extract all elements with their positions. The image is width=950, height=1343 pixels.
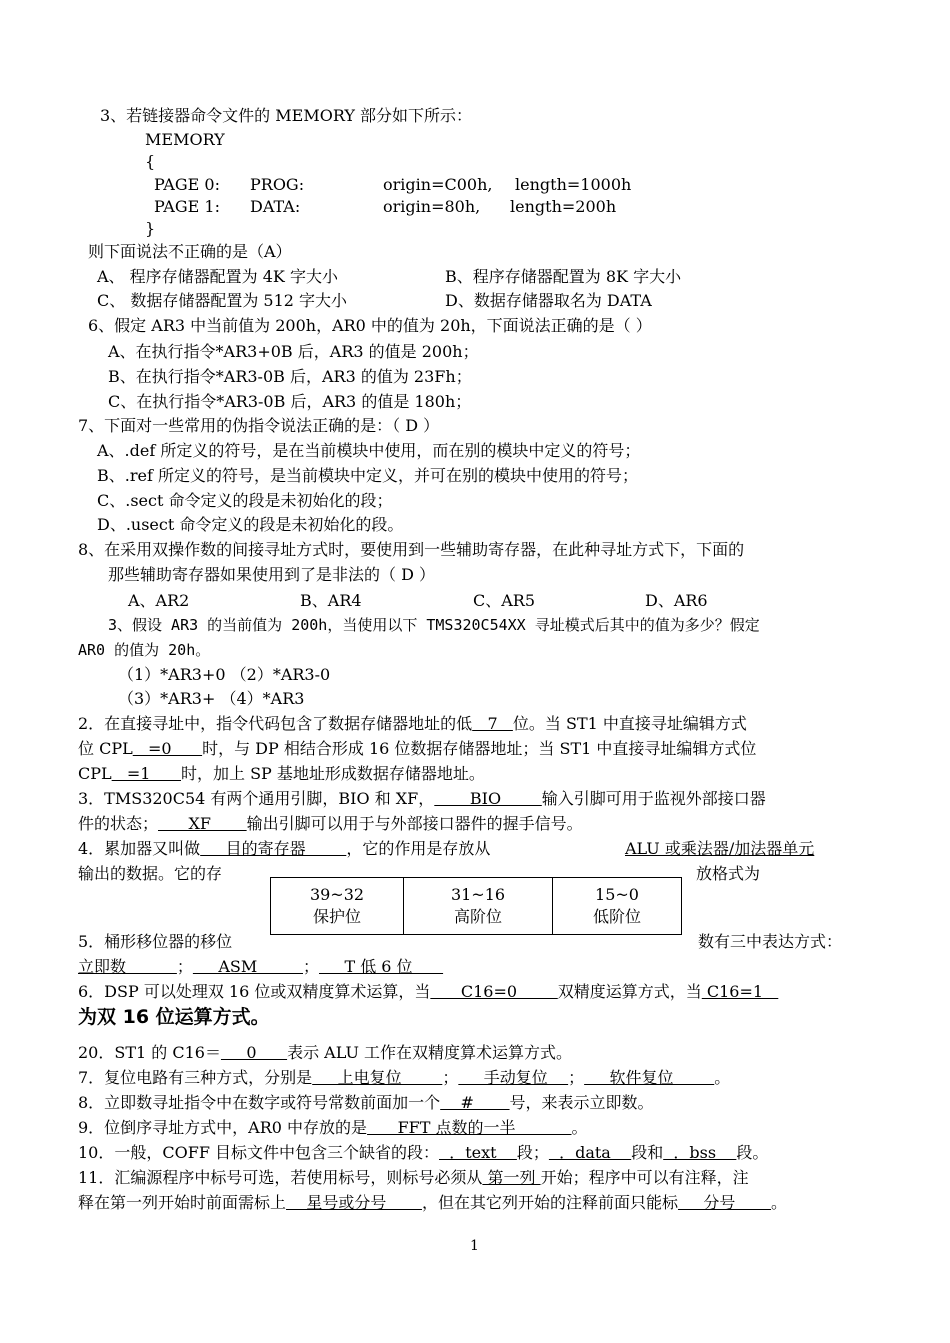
memory-close-brace: }	[145, 219, 156, 238]
f3-blank-1: BIO	[434, 789, 542, 808]
q6-title: 6、假定 AR3 中当前值为 200h，AR0 中的值为 20h，下面说法正确的是（ ）	[88, 316, 652, 335]
high-bits-cell: 31~16 高阶位	[404, 878, 553, 935]
q3b-row1: （1）*AR3+0 （2）*AR3-0	[118, 665, 331, 684]
q7-title: 7、下面对一些常用的伪指令说法正确的是：（ D ）	[78, 416, 440, 435]
q3-option-d: D、数据存储器取名为 DATA	[445, 291, 652, 310]
f8-blank: #	[440, 1093, 510, 1112]
f3-blank-2: XF	[158, 814, 247, 833]
q3-option-b: B、程序存储器配置为 8K 字大小	[445, 267, 682, 286]
q8-title: 8、在采用双操作数的间接寻址方式时，要使用到一些辅助寄存器，在此种寻址方式下，下面的	[78, 540, 745, 559]
f20-line: 20．ST1 的 C16＝ 0 表示 ALU 工作在双精度算术运算方式。	[78, 1043, 573, 1062]
f5-blank-3: T 低 6 位	[319, 957, 444, 976]
q3-option-c: C、 数据存储器配置为 512 字大小	[97, 291, 348, 310]
f7-blank-1: 上电复位	[312, 1068, 443, 1087]
f6-blank-1: C16=0	[430, 982, 558, 1001]
f4-line2-right: 放格式为	[696, 864, 761, 883]
q3b-row2: （3）*AR3+ （4）*AR3	[118, 689, 305, 708]
f6-blank-2: C16=1	[701, 982, 779, 1001]
q6-option-a: A、在执行指令*AR3+0B 后，AR3 的值是 200h；	[108, 342, 479, 361]
f2-line1: 2．在直接寻址中，指令代码包含了数据存储器地址的低 7 位。当 ST1 中直接寻址编辑方式	[78, 714, 747, 733]
q3-question: 则下面说法不正确的是（A）	[88, 242, 292, 261]
f8-line: 8．立即数寻址指令中在数字或符号常数前面加一个 # 号，来表示立即数。	[78, 1093, 654, 1112]
f10-blank-3: ．bss	[663, 1143, 737, 1162]
page0-length: length=1000h	[515, 175, 632, 194]
f11-blank-3: 分号	[677, 1193, 772, 1212]
f2-blank-3: =1	[111, 764, 181, 783]
memory-open-brace: {	[145, 152, 156, 171]
memory-keyword: MEMORY	[145, 130, 225, 149]
f4-line2-left: 输出的数据。它的存	[78, 864, 223, 883]
f4-blank-2: ALU 或乘法器/加法器单元	[625, 839, 815, 858]
q8-title-cont: 那些辅助寄存器如果使用到了是非法的（ D ）	[108, 565, 436, 584]
q8-option-c: C、AR5	[473, 591, 536, 610]
f11-blank-1: 第一列	[482, 1168, 541, 1187]
q7-option-d: D、.usect 命令定义的段是未初始化的段。	[97, 515, 404, 534]
f5-blank-1: 立即数	[78, 957, 177, 976]
page0-name: PROG:	[250, 175, 305, 194]
f9-blank: FFT 点数的一半	[367, 1118, 572, 1137]
q8-option-a: A、AR2	[128, 591, 190, 610]
page1-name: DATA:	[250, 197, 301, 216]
f11-line2: 释在第一列开始时前面需标上 星号或分号 ，但在其它列开始的注释前面只能标 分号 。	[78, 1193, 788, 1212]
q6-option-b: B、在执行指令*AR3-0B 后，AR3 的值为 23Fh；	[108, 367, 472, 386]
f5-line2: 立即数 ； ASM ； T 低 6 位	[78, 957, 444, 976]
page1-length: length=200h	[510, 197, 617, 216]
f3-line1: 3．TMS320C54 有两个通用引脚，BIO 和 XF， BIO 输入引脚可用于监视外部接口器	[78, 789, 766, 808]
f10-blank-2: ．data	[548, 1143, 632, 1162]
f7-line: 7．复位电路有三种方式，分别是 上电复位 ； 手动复位 ； 软件复位 。	[78, 1068, 731, 1087]
f7-blank-2: 手动复位	[458, 1068, 569, 1087]
f5-blank-2: ASM	[192, 957, 303, 976]
q3b-line2: AR0 的值为 20h。	[78, 641, 211, 659]
page-number: 1	[470, 1238, 479, 1254]
page0-label: PAGE 0:	[154, 175, 220, 194]
f5-line1-left: 5．桶形移位器的移位	[78, 932, 233, 951]
q8-option-d: D、AR6	[645, 591, 708, 610]
q7-option-c: C、.sect 命令定义的段是未初始化的段；	[97, 491, 393, 510]
q7-option-a: A、.def 所定义的符号，是在当前模块中使用，而在别的模块中定义的符号；	[97, 441, 641, 460]
f11-blank-2: 星号或分号	[286, 1193, 422, 1212]
f11-line1: 11．汇编源程序中标号可选，若使用标号，则标号必须从 第一列 开始；程序中可以有注释，注	[78, 1168, 749, 1187]
f9-line: 9．位倒序寻址方式中，AR0 中存放的是 FFT 点数的一半 。	[78, 1118, 588, 1137]
low-bits-cell: 15~0 低阶位	[553, 878, 682, 935]
f2-blank-2: =0	[132, 739, 203, 758]
page1-label: PAGE 1:	[154, 197, 220, 216]
q6-option-c: C、在执行指令*AR3-0B 后，AR3 的值是 180h；	[108, 392, 472, 411]
q7-option-b: B、.ref 所定义的符号，是当前模块中定义，并可在别的模块中使用的符号；	[97, 466, 638, 485]
f5-line1-right: 数有三中表达方式：	[698, 932, 843, 951]
accumulator-format-table	[270, 877, 682, 935]
f3-line2: 件的状态； XF 输出引脚可以用于与外部接口器件的握手信号。	[78, 814, 583, 833]
f20-blank: 0	[220, 1043, 288, 1062]
f6-line1: 6．DSP 可以处理双 16 位或双精度算术运算，当 C16=0 双精度运算方式，当 C16=1	[78, 982, 779, 1001]
f4-blank-1: 目的寄存器	[200, 839, 347, 858]
q3-title: 3、若链接器命令文件的 MEMORY 部分如下所示：	[100, 106, 473, 125]
guard-bits-cell: 39~32 保护位	[271, 878, 404, 935]
q3b-line1: 3、假设 AR3 的当前值为 200h，当使用以下 TMS320C54XX 寻址模式后其中的值为多少？假定	[108, 616, 760, 634]
f10-line: 10．一般，COFF 目标文件中包含三个缺省的段： ．text 段； ．data 段和 ．bss 段。	[78, 1143, 769, 1162]
f2-line2: 位 CPL =0 时，与 DP 相结合形成 16 位数据存储器地址；当 ST1 中直接寻址编辑方式位	[78, 739, 757, 758]
f2-blank-1: 7	[472, 714, 513, 733]
page0-origin: origin=C00h,	[383, 175, 493, 194]
f6-line2: 为双 16 位运算方式。	[78, 1006, 270, 1028]
f4-line1: 4．累加器又叫做 目的寄存器 ，它的作用是存放从	[78, 839, 491, 858]
q3-option-a: A、 程序存储器配置为 4K 字大小	[97, 267, 338, 286]
page1-origin: origin=80h,	[383, 197, 481, 216]
f2-line3: CPL =1 时，加上 SP 基地址形成数据存储器地址。	[78, 764, 485, 783]
q8-option-b: B、AR4	[300, 591, 362, 610]
f10-blank-1: ．text	[439, 1143, 517, 1162]
f7-blank-3: 软件复位	[584, 1068, 715, 1087]
